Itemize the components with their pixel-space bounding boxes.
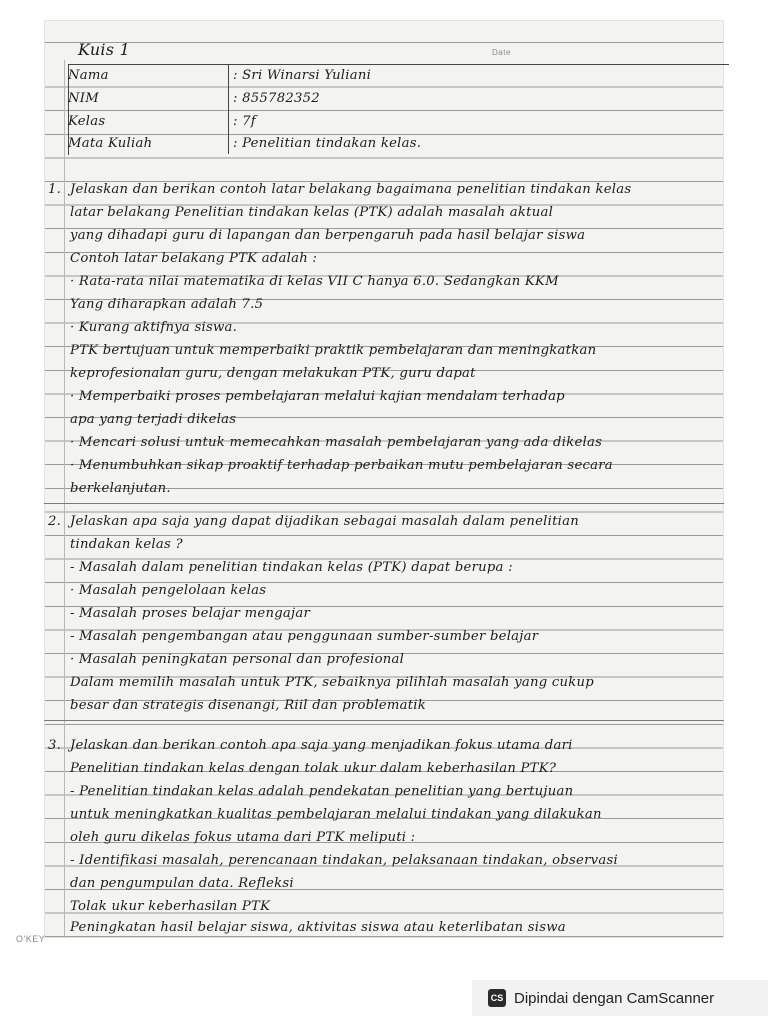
question-1-number: 1. [48, 182, 62, 197]
question-3-line: - Identifikasi masalah, perencanaan tindakan, pelaksanaan tindakan, observasi [70, 853, 618, 868]
question-2-line: · Masalah pengelolaan kelas [70, 583, 267, 598]
margin-line [64, 60, 65, 938]
question-2-line: tindakan kelas ? [70, 537, 183, 552]
camscanner-text: Dipindai dengan CamScanner [514, 989, 715, 1007]
question-1-line: · Kurang aktifnya siswa. [70, 320, 238, 335]
question-3-line: untuk meningkatkan kualitas pembelajaran melalui tindakan yang dilakukan [70, 807, 602, 822]
question-3-line: oleh guru dikelas fokus utama dari PTK meliputi : [70, 830, 416, 845]
question-2-line: · Masalah peningkatan personal dan profesional [70, 652, 405, 667]
question-1-line: · Rata-rata nilai matematika di kelas VII C hanya 6.0. Sedangkan KKM [70, 274, 559, 289]
date-label: Date [492, 48, 511, 57]
camscanner-watermark [472, 980, 768, 1016]
identity-label-name: Nama [68, 68, 109, 83]
question-3-line: dan pengumpulan data. Refleksi [70, 876, 294, 891]
question-1-line: · Memperbaiki proses pembelajaran melalui kajian mendalam terhadap [70, 389, 565, 404]
identity-label-nim: NIM [68, 91, 100, 106]
question-1-line: · Menumbuhkan sikap proaktif terhadap perbaikan mutu pembelajaran secara [70, 458, 613, 473]
question-3-line: - Penelitian tindakan kelas adalah pendekatan penelitian yang bertujuan [70, 784, 574, 799]
question-2-line: - Masalah dalam penelitian tindakan kelas (PTK) dapat berupa : [70, 560, 513, 575]
notebook-page [44, 20, 724, 938]
question-2-line: - Masalah proses belajar mengajar [70, 606, 311, 621]
question-1-line: apa yang terjadi dikelas [70, 412, 237, 427]
question-1-line: yang dihadapi guru di lapangan dan berpengaruh pada hasil belajar siswa [70, 228, 586, 243]
question-1-line: keprofesionalan guru, dengan melakukan PTK, guru dapat [70, 366, 476, 381]
question-2-number: 2. [48, 514, 62, 529]
question-1-line: Yang diharapkan adalah 7.5 [70, 297, 264, 312]
question-3-line: Jelaskan dan berikan contoh apa saja yang menjadikan fokus utama dari [70, 738, 573, 753]
identity-value-nim: : 855782352 [233, 91, 320, 106]
question-separator [44, 503, 724, 504]
question-2-line: Dalam memilih masalah untuk PTK, sebaiknya pilihlah masalah yang cukup [70, 675, 594, 690]
question-1-line: · Mencari solusi untuk memecahkan masalah pembelajaran yang ada dikelas [70, 435, 603, 450]
question-2-line: - Masalah pengembangan atau penggunaan sumber-sumber belajar [70, 629, 539, 644]
page-title: Kuis 1 [78, 40, 130, 59]
question-separator [44, 720, 724, 721]
paper-brand-logo: O'KEY [16, 934, 46, 944]
identity-value-class: : 7f [233, 114, 256, 129]
identity-table-divider [228, 64, 229, 154]
question-2-line: besar dan strategis disenangi, Riil dan problematik [70, 698, 426, 713]
question-3-line: Tolak ukur keberhasilan PTK [70, 899, 271, 914]
question-3-number: 3. [48, 738, 62, 753]
question-1-line: PTK bertujuan untuk memperbaiki praktik pembelajaran dan meningkatkan [70, 343, 597, 358]
question-3-line: Peningkatan hasil belajar siswa, aktivitas siswa atau keterlibatan siswa [70, 920, 566, 935]
identity-value-name: : Sri Winarsi Yuliani [233, 68, 372, 83]
camscanner-logo-icon: CS [488, 989, 506, 1007]
identity-label-class: Kelas [68, 114, 106, 129]
question-1-line: Jelaskan dan berikan contoh latar belakang bagaimana penelitian tindakan kelas [70, 182, 632, 197]
question-1-line: Contoh latar belakang PTK adalah : [70, 251, 318, 266]
identity-value-course: : Penelitian tindakan kelas. [233, 136, 422, 151]
question-1-line: berkelanjutan. [70, 481, 171, 496]
identity-label-course: Mata Kuliah [68, 136, 153, 151]
question-3-line: Penelitian tindakan kelas dengan tolak ukur dalam keberhasilan PTK? [70, 761, 557, 776]
question-2-line: Jelaskan apa saja yang dapat dijadikan sebagai masalah dalam penelitian [70, 514, 579, 529]
question-1-line: latar belakang Penelitian tindakan kelas (PTK) adalah masalah aktual [70, 205, 554, 220]
